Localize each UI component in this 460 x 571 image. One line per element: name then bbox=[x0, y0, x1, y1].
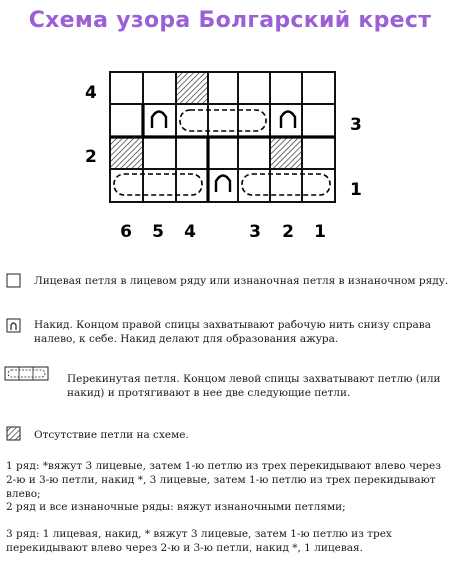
column-label: 6 bbox=[120, 222, 132, 242]
no-stitch-cell bbox=[110, 137, 143, 169]
row-label: 3 bbox=[350, 115, 362, 135]
instruction-row-1: 1 ряд: *вяжут 3 лицевые, затем 1-ю петлю из трех перекидывают влево через 2-ю и 3-ю петли, накид *, 3 лицевые, затем 1-ю петлю из трех перекидывают влево; bbox=[6, 460, 441, 500]
yarn-over-symbol bbox=[216, 176, 230, 193]
pass-over-symbol bbox=[242, 174, 330, 195]
column-label: 4 bbox=[184, 222, 196, 242]
legend-item-text: Накид. Концом правой спицы захватывают рабочую нить снизу справа налево, к себе. Накид делают для образования ажура. bbox=[34, 319, 431, 345]
no-stitch-icon bbox=[6, 426, 22, 442]
yarn-over-symbol bbox=[281, 112, 295, 129]
column-label: 2 bbox=[282, 222, 294, 242]
instruction-row-3: 3 ряд: 1 лицевая, накид, * вяжут 3 лицевые, затем 1-ю петлю из трех перекидывают влево через 2-ю и 3-ю петли, накид *, 1 лицевая. bbox=[6, 528, 392, 554]
row-label: 2 bbox=[85, 147, 97, 167]
column-label: 1 bbox=[314, 222, 326, 242]
no-stitch-cell bbox=[270, 137, 302, 169]
legend-item-text: Лицевая петля в лицевом ряду или изнаночная петля в изнаночном ряду. bbox=[34, 275, 449, 287]
empty-square-icon bbox=[6, 273, 22, 289]
pattern-chart bbox=[0, 0, 460, 250]
column-label: 3 bbox=[249, 222, 261, 242]
column-label: 5 bbox=[152, 222, 164, 242]
yarn-over-icon bbox=[6, 318, 22, 334]
pass-over-symbol bbox=[180, 110, 266, 131]
pass-over-symbol bbox=[114, 174, 202, 195]
pass-over-icon bbox=[4, 366, 50, 382]
row-label: 1 bbox=[350, 180, 362, 200]
instruction-row-2: 2 ряд и все изнаночные ряды: вяжут изнаночными петлями; bbox=[6, 501, 346, 513]
no-stitch-cell bbox=[176, 72, 208, 104]
row-label: 4 bbox=[85, 83, 97, 103]
legend-item-text: Отсутствие петли на схеме. bbox=[34, 429, 189, 441]
page-title: Схема узора Болгарский крест bbox=[28, 8, 432, 33]
legend-item-text: Перекинутая петля. Концом левой спицы захватывают петлю (или накид) и протягивают в нее две следующие петли. bbox=[67, 373, 441, 399]
yarn-over-symbol bbox=[152, 112, 166, 129]
